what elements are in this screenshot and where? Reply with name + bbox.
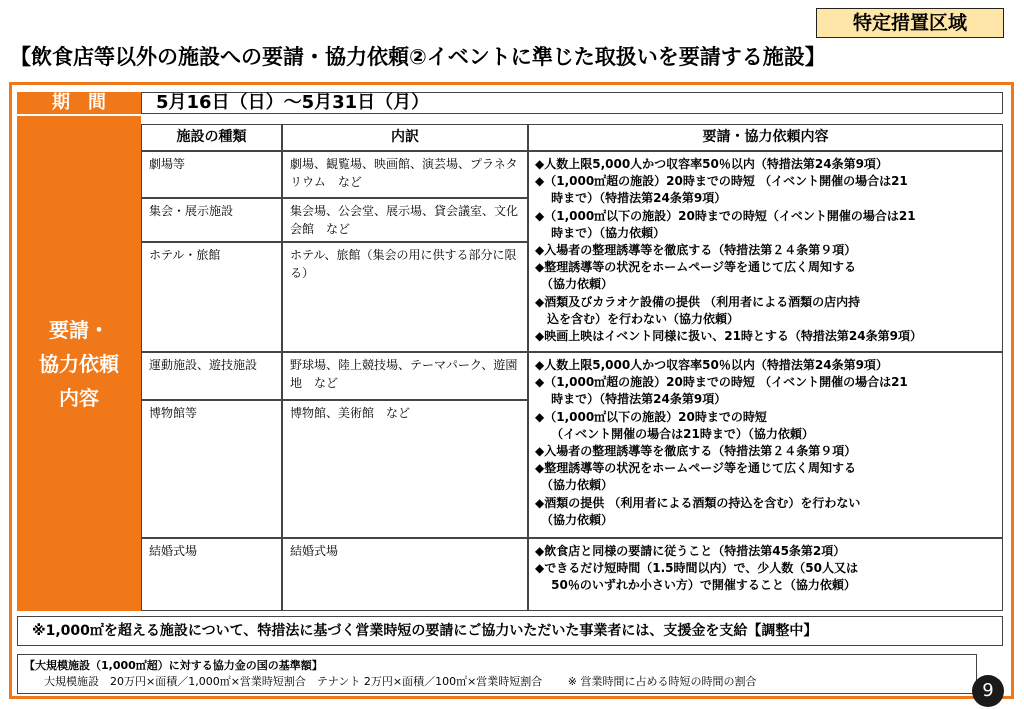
row-detail: 集会場、公会堂、展示場、貸会議室、文化会館 など [282, 198, 528, 242]
row-type: ホテル・旅館 [141, 242, 282, 352]
zone-tag: 特定措置区域 [816, 8, 1004, 38]
row-type: 運動施設、遊技施設 [141, 352, 282, 400]
request-side-label [17, 116, 141, 611]
page-number: 9 [972, 675, 1004, 707]
request-list-group-2: ◆人数上限5,000人かつ収容率50％以内（特措法第24条第9項） ◆（1,000㎡超の施設）20時までの時短 （イベント開催の場合は21 時まで）（特措法第24条第9項） ◆（1,000㎡以下の施設）20時までの時短 （イベント開催の場合は21時まで）（協力依頼） ◆入場者の整理誘導等を徹底する（特措法第２４条第９項） ◆整理誘導等の状況をホームページ等を通じて広く周知する （協力依頼） ◆酒類の提供 （利用者による酒類の持込を含む）を行わない （協力依頼） [528, 352, 1003, 538]
row-type: 結婚式場 [141, 538, 282, 611]
row-detail: ホテル、旅館（集会の用に供する部分に限る） [282, 242, 528, 352]
period-label: 期間 [17, 92, 141, 114]
side-label-line-1: 要請・ [49, 317, 109, 342]
row-type: 博物館等 [141, 400, 282, 538]
row-type: 劇場等 [141, 151, 282, 198]
request-list-group-1: ◆人数上限5,000人かつ収容率50％以内（特措法第24条第9項） ◆（1,000㎡超の施設）20時までの時短 （イベント開催の場合は21 時まで）（特措法第24条第9項） ◆（1,000㎡以下の施設）20時までの時短（イベント開催の場合は21 時まで）（協力依頼） ◆入場者の整理誘導等を徹底する（特措法第２４条第９項） ◆整理誘導等の状況をホームページ等を通じて広く周知する （協力依頼） ◆酒類及びカラオケ設備の提供 （利用者による酒類の店内持 込を含む）を行わない（協力依頼） ◆映画上映はイベント同様に扱い、21時とする（特措法第24条第9項） [528, 151, 1003, 352]
row-detail: 結婚式場 [282, 538, 528, 611]
row-detail: 野球場、陸上競技場、テーマパーク、遊園地 など [282, 352, 528, 400]
header-facility-type: 施設の種類 [141, 124, 282, 151]
header-request: 要請・協力依頼内容 [528, 124, 1003, 151]
subsidy-basis-title: 【大規模施設（1,000㎡超）に対する協力金の国の基準額】 [24, 659, 323, 672]
row-detail: 博物館、美術館 など [282, 400, 528, 538]
request-list-group-3: ◆飲食店と同様の要請に従うこと（特措法第45条第2項） ◆できるだけ短時間（1.5時間以内）で、少人数（50人又は 50％のいずれか小さい方）で開催すること（協力依頼） [528, 538, 1003, 611]
side-label-line-2: 協力依頼 [39, 351, 119, 376]
side-label-line-3: 内容 [59, 385, 99, 410]
period-value: 5月16日（日）～5月31日（月） [141, 92, 1003, 114]
row-detail: 劇場、観覧場、映画館、演芸場、プラネタリウム など [282, 151, 528, 198]
row-type: 集会・展示施設 [141, 198, 282, 242]
page-title: 【飲食店等以外の施設への要請・協力依頼②イベントに準じた取扱いを要請する施設】 [10, 45, 826, 69]
support-notice: ※1,000㎡を超える施設について、特措法に基づく営業時短の要請にご協力いただいた事業者には、支援金を支給【調整中】 [17, 616, 1003, 646]
subsidy-basis-box [17, 654, 977, 694]
subsidy-basis-body: 大規模施設 20万円×面積／1,000㎡×営業時短割合 テナント 2万円×面積／100㎡×営業時短割合 ※ 営業時間に占める時短の時間の割合 [44, 675, 757, 688]
header-detail: 内訳 [282, 124, 528, 151]
